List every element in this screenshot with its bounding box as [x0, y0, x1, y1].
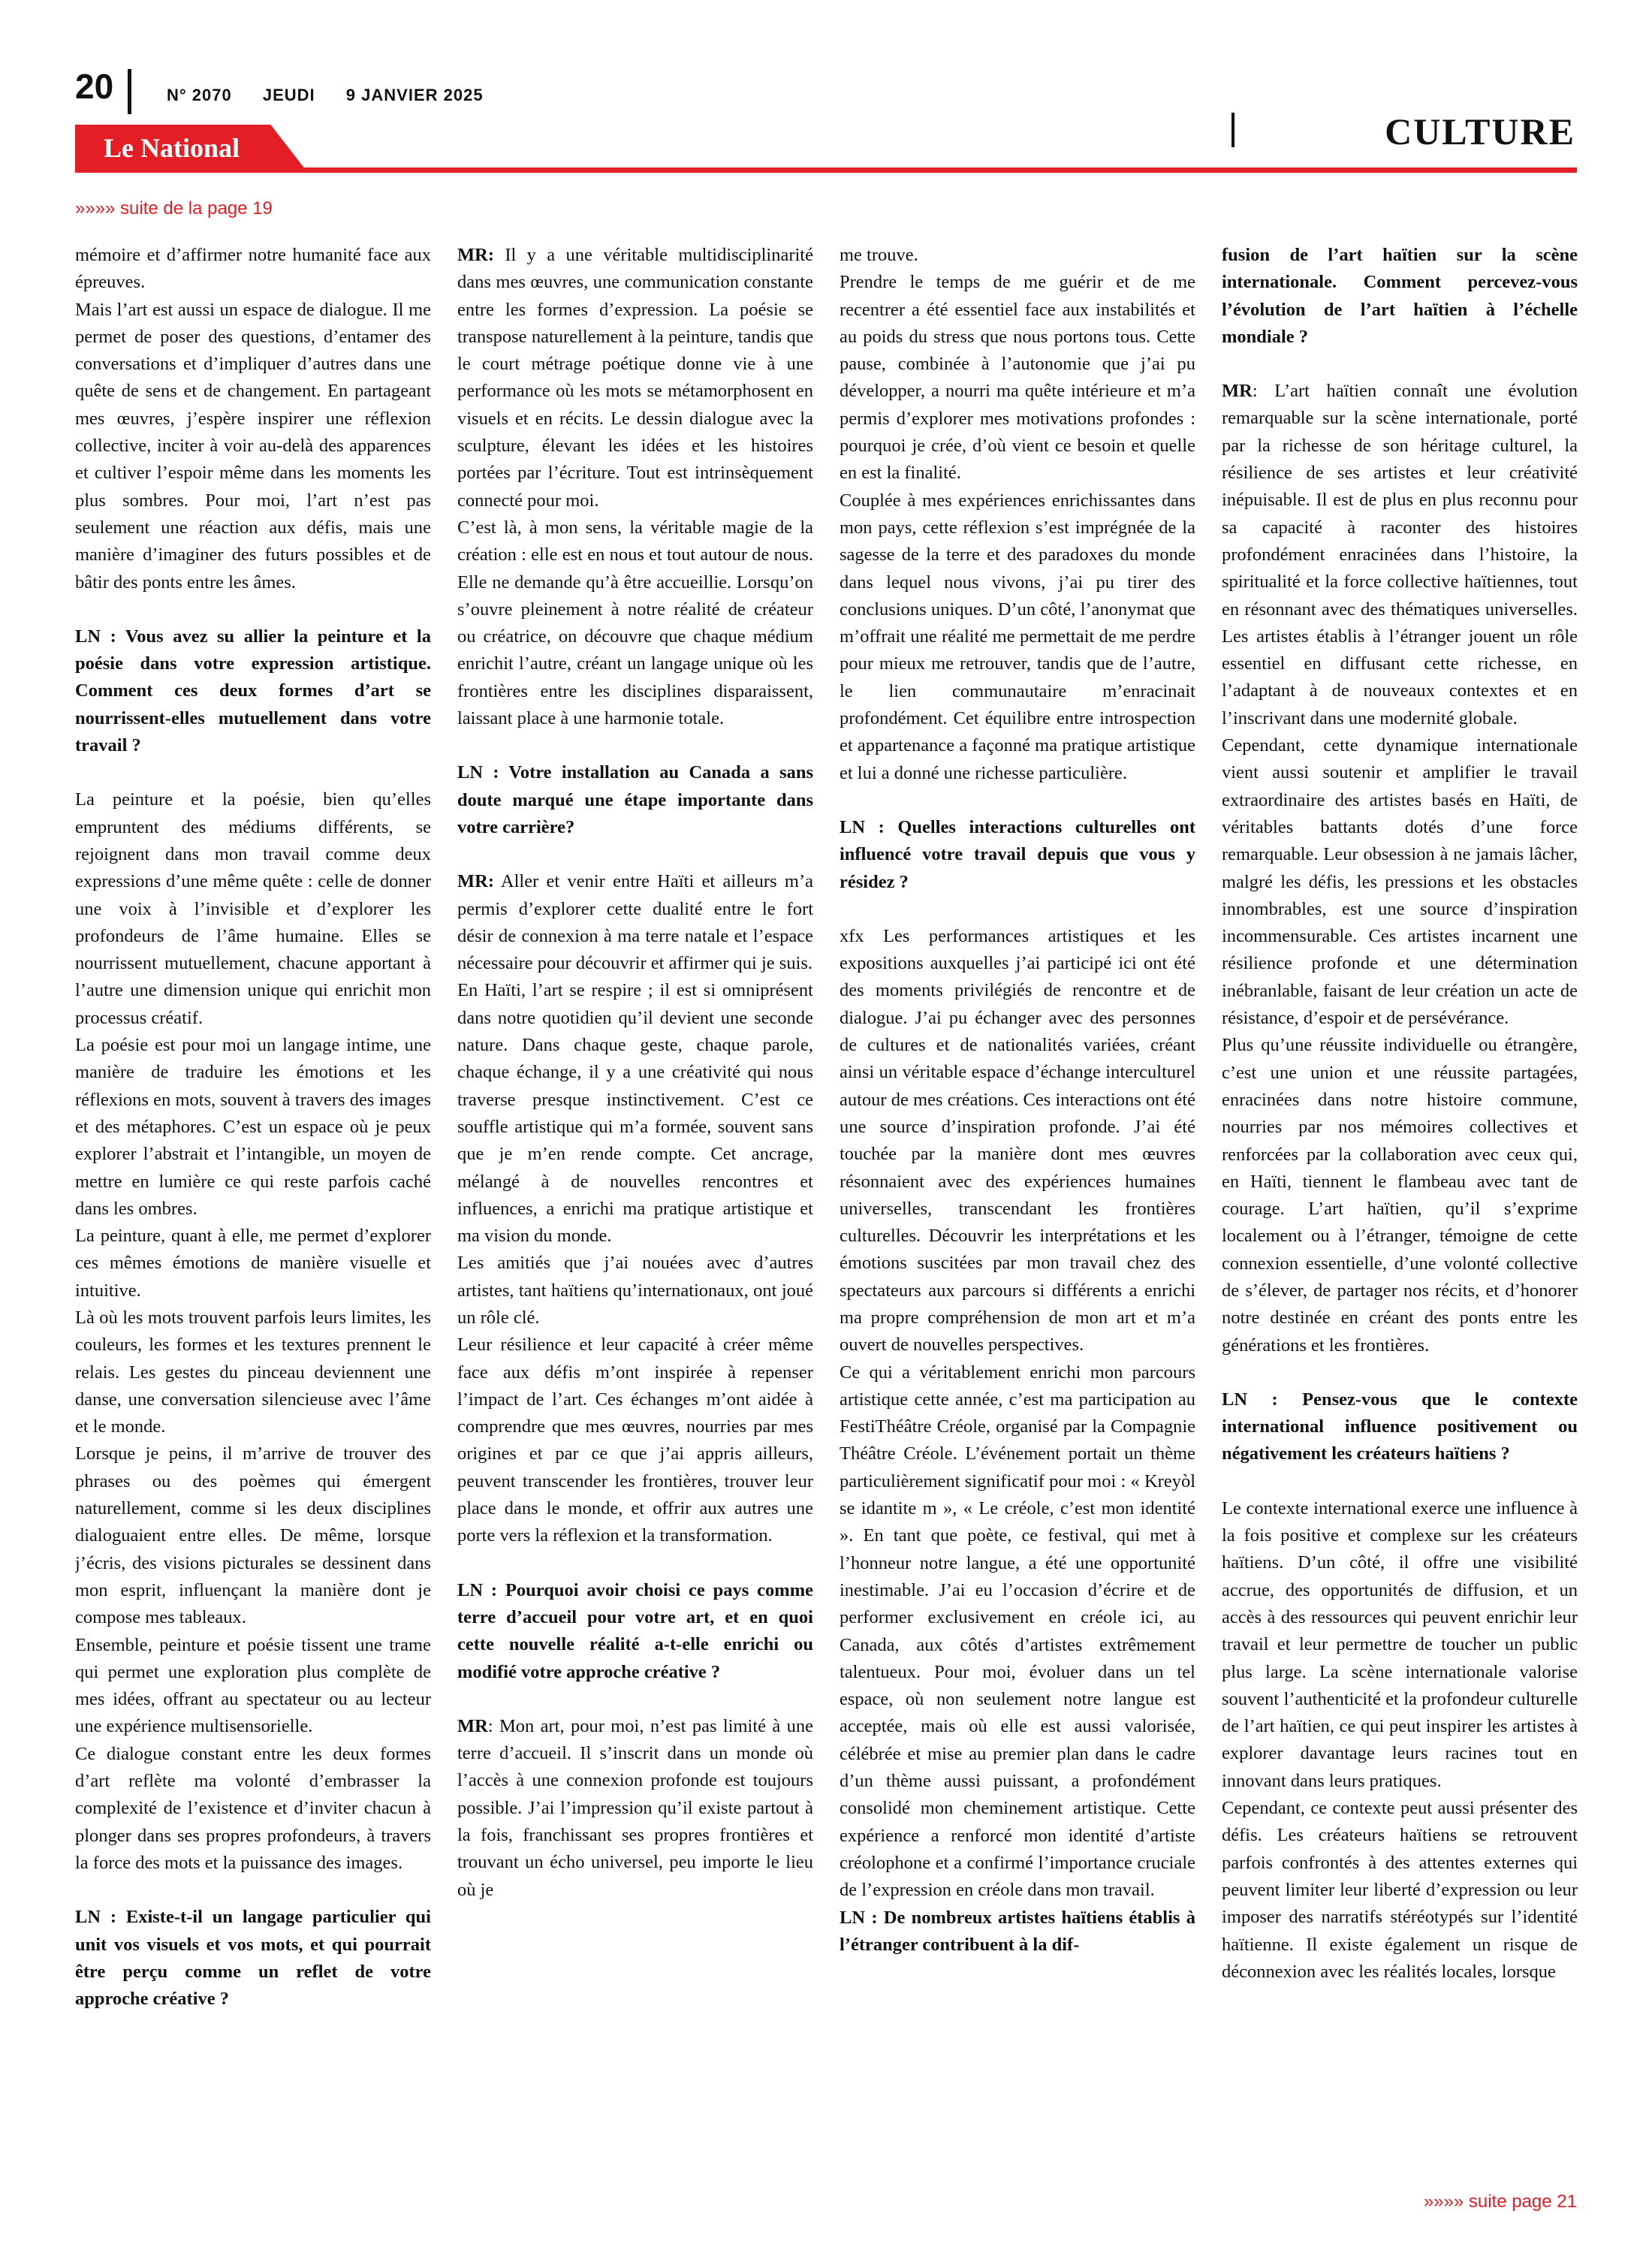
- article-column-2: [457, 242, 813, 2187]
- answer-text: Il y a une véritable multidisciplinarité dans mes œuvres, une communication constante entre les formes d’expression. La poésie se transpose naturellement à la peinture, tandis que le court métrage poétique donne vie à une performance où les mots se métamorphosent en visuels et en récits. Le dessin dialogue avec la sculpture, élevant les idées et les histoires portées par l’écriture. Tout est intrinsèquement connecté pour moi.: [457, 245, 813, 511]
- answer-text: Aller et venir entre Haïti et ailleurs m’a permis d’explorer cette dualité entre le fort désir de connexion à ma terre natale et l’espace nécessaire pour découvrir et affirmer qui je suis.: [457, 871, 813, 974]
- paragraph: mémoire et d’affirmer notre humanité face aux épreuves.: [75, 245, 431, 293]
- interview-answer: [1222, 378, 1578, 732]
- paragraph: Prendre le temps de me guérir et de me recentrer a été essentiel face aux instabilités et au poids du stress que nous portons tous. Cette pause, combinée à l’autonomie que j’ai pu développer, a nourri ma quête intérieure et m’a permis d’explorer mes motivations profondes : pourquoi je crée, d’où vient ce besoin et quelle en est la finalité.: [840, 272, 1195, 484]
- section-rubric: CULTURE: [1385, 110, 1575, 152]
- interview-answer: [457, 242, 813, 514]
- paragraph: Là où les mots trouvent parfois leurs limites, les couleurs, les formes et les textures prennent le relais. Les gestes du pinceau deviennent une danse, une conversation silencieuse avec l’âme et le monde.: [75, 1307, 431, 1437]
- paragraph: Le contexte international exerce une influence à la fois positive et complexe sur les créateurs haïtiens. D’un côté, il offre une visibilité accrue, des opportunités de diffusion, et un accès à des ressources qui peuvent enrichir leur travail et leur permettre de toucher un public plus large. La scène internationale valorise souvent l’authenticité et la profondeur culturelle de l’art haïtien, ce qui peut inspirer les artistes à explorer davantage leurs racines tout en innovant dans leurs pratiques.: [1222, 1497, 1578, 1791]
- paragraph: C’est là, à mon sens, la véritable magie de la création : elle est en nous et tout autour de nous. Elle ne demande qu’à être accueillie. Lorsqu’on s’ouvre pleinement à notre réalité de créateur ou créatrice, on découvre que chaque médium enrichit l’autre, créant un langage unique où les frontières entre les disciplines disparaissent, laissant place à une harmonie totale.: [457, 517, 813, 729]
- issue-day: JEUDI: [262, 86, 315, 104]
- rubric-divider: [1231, 113, 1234, 147]
- paragraph: xfx Les performances artistiques et les expositions auxquelles j’ai participé ici ont été des moments privilégiés de rencontre et de dialogue. J’ai pu échanger avec des personnes de cultures et de nationalités variées, créant ainsi un véritable espace d’échange interculturel autour de mes créations. Ces interactions ont été une source d’inspiration profonde. J’ai été touchée par la manière dont mes œuvres résonnaient avec des expériences humaines universelles, transcendant les frontières culturelles. Découvrir les interprétations et les émotions suscitées par mon travail chez des spectateurs aux parcours si différents a enrichi ma propre compréhension de mon art et m’a ouvert de nouvelles perspectives.: [840, 925, 1195, 1356]
- paragraph: Ensemble, peinture et poésie tissent une trame qui permet une exploration plus complète de mes idées, offrant au spectateur ou au lecteur une expérience multisensorielle.: [75, 1634, 431, 1737]
- issue-number: N° 2070: [167, 86, 232, 104]
- interview-question: LN : Pensez-vous que le contexte international influence positivement ou négativement les créateurs haïtiens ?: [1222, 1389, 1578, 1464]
- interview-question: LN : Votre installation au Canada a sans doute marqué une étape importante dans votre carrière?: [457, 762, 813, 837]
- interview-question: LN : De nombreux artistes haïtiens établis à l’étranger contribuent à la dif-: [840, 1907, 1195, 1955]
- speaker-label: MR:: [457, 245, 494, 265]
- paragraph: Lorsque je peins, il m’arrive de trouver des phrases ou des poèmes qui émergent naturellement, comme si les deux disciplines dialoguaient entre elles. De même, lorsque j’écris, des visions picturales se dessinent dans mon esprit, influençant la manière dont je compose mes tableaux.: [75, 1443, 431, 1628]
- paragraph: Cependant, cette dynamique internationale vient aussi soutenir et amplifier le travail extraordinaire des artistes basés en Haïti, de véritables battants dotés d’une force remarquable. Leur obsession à ne jamais lâcher, malgré les défis, les pressions et les obstacles innombrables, est une source d’inspiration incommensurable. Ces artistes incarnent une résilience profonde et une détermination inébranlable, faisant de leur création un acte de résistance, d’espoir et de persévérance.: [1222, 735, 1578, 1029]
- article-body: [75, 242, 1577, 2187]
- interview-question: LN : Pourquoi avoir choisi ce pays comme terre d’accueil pour votre art, et en quoi cette nouvelle réalité a-t-elle enrichi ou modifié votre approche créative ?: [457, 1579, 813, 1682]
- paragraph: Couplée à mes expériences enrichissantes dans mon pays, cette réflexion s’est imprégnée de la sagesse de la terre et des paradoxes du monde dans lequel nous vivons, j’ai pu tirer des conclusions uniques. D’un côté, l’anonymat que m’offrait une réalité me permettait de me perdre pour mieux me retrouver, tandis que de l’autre, le lien communautaire m’enracinait profondément. Cet équilibre entre introspection et appartenance a façonné ma pratique artistique et lui a donné une richesse particulière.: [840, 490, 1195, 783]
- interview-question: fusion de l’art haïtien sur la scène internationale. Comment percevez-vous l’évolution de l’art haïtien à l’échelle mondiale ?: [1222, 245, 1578, 347]
- speaker-label: MR:: [457, 871, 494, 892]
- answer-text: : Mon art, pour moi, n’est pas limité à une terre d’accueil. Il s’inscrit dans un monde où l’accès à une connexion profonde est toujours possible. J’ai l’impression qu’il existe partout à la fois, franchissant ses propres frontières et trouvant un écho universel, peu importe le lieu où je: [457, 1715, 813, 1900]
- continued-on-link: »»»» suite page 21: [1423, 2191, 1577, 2212]
- interview-question: LN : Vous avez su allier la peinture et la poésie dans votre expression artistique. Comment ces deux formes d’art se nourrissent-elles mutuellement dans votre travail ?: [75, 626, 431, 756]
- interview-question: LN : Existe-t-il un langage particulier qui unit vos visuels et vos mots, et qui pourrait être perçu comme un reflet de votre approche créative ?: [75, 1907, 431, 2010]
- interview-answer: [457, 1713, 813, 1904]
- article-column-4: [1222, 242, 1578, 2187]
- paragraph: En Haïti, l’art se respire ; il est si omniprésent dans notre quotidien qu’il devient une seconde nature. Dans chaque geste, chaque parole, chaque échange, il y a une créativité qui nous traverse presque instinctivement. C’est ce souffle artistique qui m’a formée, souvent sans que je m’en rende compte. Cet ancrage, mélangé à de nouvelles rencontres et influences, a enrichi ma pratique artistique et ma vision du monde.: [457, 980, 813, 1247]
- paragraph: Leur résilience et leur capacité à créer même face aux défis m’ont inspirée à repenser l’impact de l’art. Ces échanges m’ont aidée à comprendre que mes œuvres, nourries par mes origines et par ce que j’ai appris ailleurs, peuvent transcender les frontières, trouver leur place dans le monde, et offrir aux autres une porte vers la réflexion et la transformation.: [457, 1335, 813, 1546]
- paragraph: Mais l’art est aussi un espace de dialogue. Il me permet de poser des questions, d’entamer des conversations et d’impliquer d’autres dans une quête de sens et de changement. En partageant mes œuvres, j’espère inspirer une réflexion collective, inciter à voir au-delà des apparences et cultiver l’espoir même dans les moments les plus sombres. Pour moi, l’art n’est pas seulement une réaction aux défis, mais une manière d’imaginer des futurs possibles et de bâtir des ponts entre les âmes.: [75, 299, 431, 593]
- continued-from-link: »»»» suite de la page 19: [75, 198, 273, 219]
- speaker-label: MR: [457, 1715, 488, 1736]
- paragraph: Ce qui a véritablement enrichi mon parcours artistique cette année, c’est ma participation au FestiThéâtre Créole, organisé par la Compagnie Théâtre Créole. L’événement portait un thème particulièrement significatif pour moi : « Kreyòl se idantite m », « Le créole, c’est mon identité ». En tant que poète, ce festival, qui met à l’honneur notre langue, a été une opportunité inestimable. J’ai eu l’occasion d’écrire et de performer exclusivement en créole ici, au Canada, aux côtés d’artistes extrêmement talentueux. Pour moi, évoluer dans un tel espace, où non seulement notre langue est acceptée, mais où elle est aussi valorisée, célébrée et mise au premier plan dans le cadre d’un thème aussi puissant, a profondément consolidé mon cheminement artistique. Cette expérience a renforcé mon identité d’artiste créolophone et a confirmé l’importance cruciale de l’expression en créole dans mon travail.: [840, 1362, 1195, 1901]
- interview-answer: [457, 868, 813, 977]
- page-header: [0, 0, 1652, 180]
- paragraph: Cependant, ce contexte peut aussi présenter des défis. Les créateurs haïtiens se retrouvent parfois confrontés à des attentes externes qui peuvent limiter leur liberté d’expression ou leur imposer des narratifs stéréotypés sur l’identité haïtienne. Il existe également un risque de déconnexion avec les réalités locales, lorsque: [1222, 1798, 1578, 1982]
- paragraph: Plus qu’une réussite individuelle ou étrangère, c’est une union et une réussite partagées, enracinées dans notre histoire commune, nourries par nos mémoires collectives et renforcées par la collaboration avec ceux qui, en Haïti, tiennent le flambeau avec tant de courage. L’art haïtien, qu’il s’exprime localement ou à l’étranger, témoigne de cette connexion essentielle, d’une volonté collective de s’élever, de partager nos récits, et d’honorer notre destinée en créant des ponts entre les générations et les frontières.: [1222, 1035, 1578, 1356]
- page-number: 20: [75, 67, 114, 106]
- paragraph: me trouve.: [840, 245, 918, 265]
- speaker-label: MR: [1222, 381, 1253, 402]
- paragraph: Les amitiés que j’ai nouées avec d’autres artistes, tant haïtiens qu’internationaux, ont joué un rôle clé.: [457, 1253, 813, 1328]
- brand-logo: Le National: [104, 133, 240, 163]
- article-column-3: [840, 242, 1195, 2187]
- issue-date: 9 JANVIER 2025: [345, 86, 484, 104]
- answer-text: : L’art haïtien connaît une évolution remarquable sur la scène internationale, porté par la richesse de son héritage culturel, la résilience de ses artistes et leur créativité inépuisable. Il est de plus en plus reconnu pour sa capacité à raconter des histoires profondément enracinées dans l’histoire, la spiritualité et la force collective haïtiennes, tout en résonnant avec des thématiques universelles. Les artistes établis à l’étranger jouent un rôle essentiel en diffusant cette richesse, en l’adaptant à de nouveaux contextes et en l’inscrivant dans une modernité globale.: [1222, 381, 1578, 728]
- paragraph: La poésie est pour moi un langage intime, une manière de traduire les émotions et les réflexions en mots, souvent à travers des images et des métaphores. C’est un espace où je peux explorer l’abstrait et l’intangible, un moyen de mettre en lumière ce qui reste parfois caché dans les ombres.: [75, 1035, 431, 1219]
- article-column-1: [75, 242, 431, 2187]
- paragraph: La peinture, quant à elle, me permet d’explorer ces mêmes émotions de manière visuelle et intuitive.: [75, 1226, 431, 1301]
- interview-question: LN : Quelles interactions culturelles ont influencé votre travail depuis que vous y résidez ?: [840, 816, 1195, 892]
- header-rule: [75, 167, 1577, 173]
- paragraph: Ce dialogue constant entre les deux formes d’art reflète ma volonté d’embrasser la complexité de l’existence et d’inviter chacun à plonger dans ses propres profondeurs, à travers la force des mots et la puissance des images.: [75, 1743, 431, 1873]
- paragraph: La peinture et la poésie, bien qu’elles empruntent des médiums différents, se rejoignent dans mon travail comme deux expressions d’une même quête : celle de donner une voix à l’invisible et d’explorer les profondeurs de l’âme humaine. Elles se nourrissent mutuellement, chacune apportant à l’autre une dimension unique qui enrichit mon processus créatif.: [75, 789, 431, 1028]
- issue-line: [167, 86, 509, 105]
- page-number-divider: [128, 69, 131, 114]
